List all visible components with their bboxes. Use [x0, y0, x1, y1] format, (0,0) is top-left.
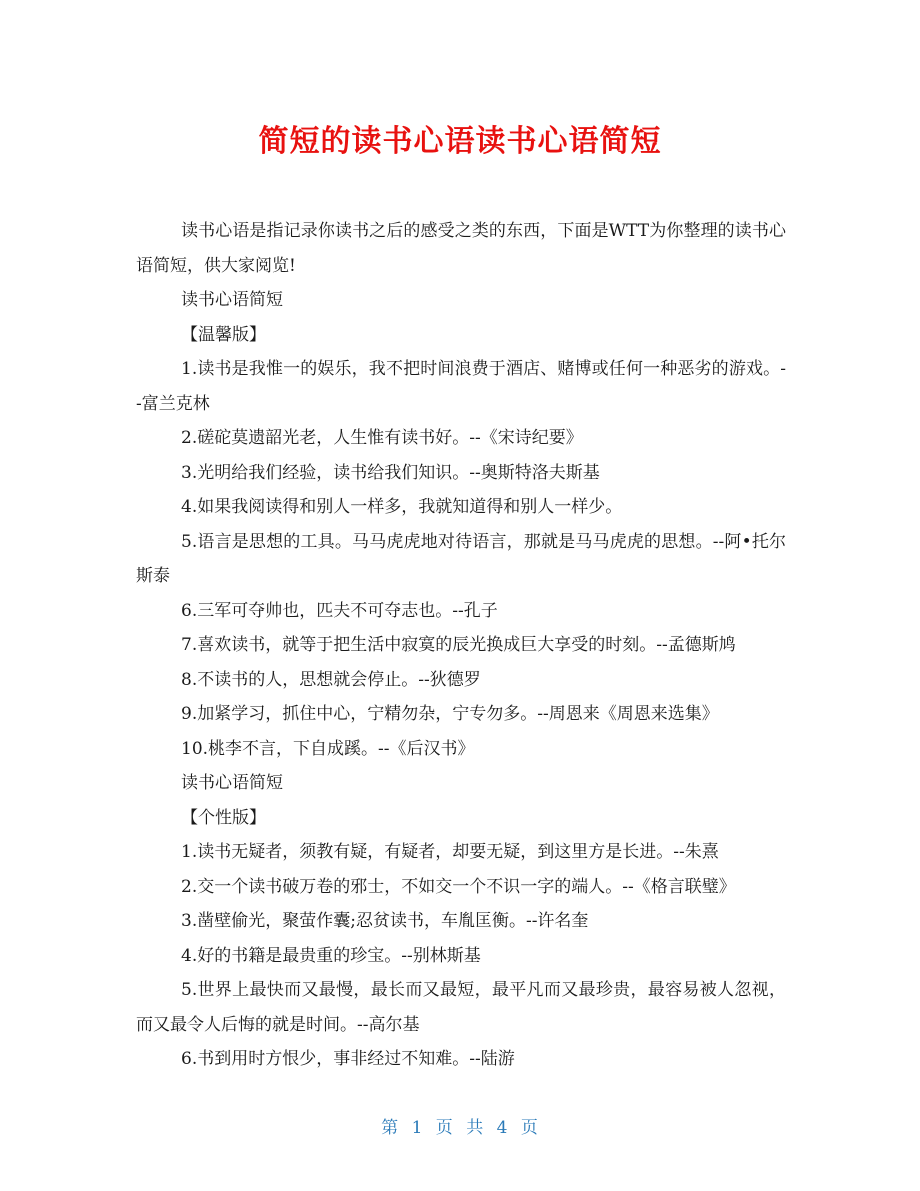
quote-item: 2.磋砣莫遗韶光老，人生惟有读书好。--《宋诗纪要》: [181, 428, 583, 448]
quote-item: 4.好的书籍是最贵重的珍宝。--别林斯基: [181, 945, 481, 966]
quote-item: 8.不读书的人，思想就会停止。--狄德罗: [181, 669, 481, 690]
quote-item: 7.喜欢读书，就等于把生活中寂寞的辰光换成巨大享受的时刻。--孟德斯鸠: [181, 635, 736, 655]
document-body: [136, 214, 786, 1077]
section-heading: 读书心语简短: [181, 290, 283, 310]
section-label-warm: 【温馨版】: [181, 324, 266, 345]
quote-item: 6.三军可夺帅也，匹夫不可夺志也。--孔子: [181, 600, 498, 621]
quote-item: 6.书到用时方恨少，事非经过不知难。--陆游: [181, 1049, 515, 1069]
page-number-footer: 第 1 页 共 4 页: [381, 1118, 539, 1138]
section-heading: 读书心语简短: [181, 773, 283, 793]
quote-item: 5.世界上最快而又最慢，最长而又最短，最平凡而又最珍贵，最容易被人忽视，而又最令人后悔的就是时间。--高尔基: [136, 980, 786, 1035]
intro-paragraph: 读书心语是指记录你读书之后的感受之类的东西，下面是WTT为你整理的读书心语简短，供大家阅览!: [136, 221, 786, 276]
quote-item: 9.加紧学习，抓住中心，宁精勿杂，宁专勿多。--周恩来《周恩来选集》: [181, 704, 719, 724]
section-label-personal: 【个性版】: [181, 807, 266, 828]
quote-item: 5.语言是思想的工具。马马虎虎地对待语言，那就是马马虎虎的思想。--阿•托尔斯泰: [136, 531, 786, 586]
quote-item: 3.凿壁偷光，聚萤作囊;忍贫读书，车胤匡衡。--许名奎: [181, 911, 589, 931]
quote-item: 2.交一个读书破万卷的邪士，不如交一个不识一字的端人。--《格言联璧》: [181, 876, 736, 897]
quote-item: 1.读书无疑者，须教有疑，有疑者，却要无疑，到这里方是长进。--朱熹: [181, 842, 719, 862]
quote-item: 10.桃李不言，下自成蹊。--《后汉书》: [181, 738, 475, 759]
quote-item: 1.读书是我惟一的娱乐，我不把时间浪费于酒店、赌博或任何一种恶劣的游戏。--富兰克林: [136, 359, 786, 414]
document-title: 简短的读书心语读书心语简短: [258, 124, 662, 159]
quote-item: 3.光明给我们经验，读书给我们知识。--奥斯特洛夫斯基: [181, 462, 600, 483]
quote-item: 4.如果我阅读得和别人一样多，我就知道得和别人一样少。: [181, 497, 623, 517]
